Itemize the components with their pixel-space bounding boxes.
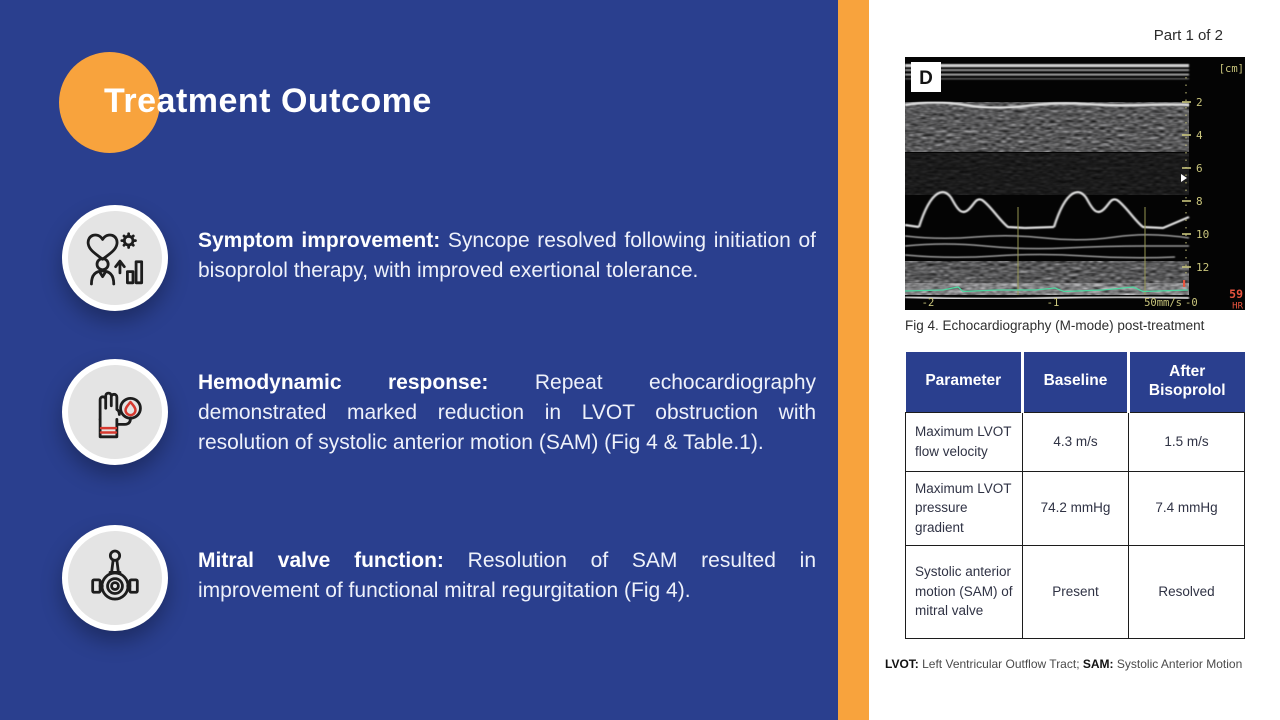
bullet-mitral-valve-function	[198, 546, 816, 606]
time-tick: -2	[921, 297, 935, 309]
heart-rate-value: 59	[1229, 287, 1243, 301]
bullet-symptom-improvement	[198, 226, 816, 286]
cell-after: Resolved	[1129, 545, 1245, 638]
blood-pressure-glyph	[84, 381, 146, 443]
cell-parameter: Maximum LVOT flow velocity	[906, 412, 1023, 471]
bullet-body: Resolution of SAM resulted in improvement of functional mitral regurgitation (Fig 4).	[198, 549, 817, 603]
bullet-lead: Hemodynamic response:	[198, 371, 489, 394]
table-row	[906, 545, 1245, 638]
cell-parameter: Maximum LVOT pressure gradient	[906, 471, 1023, 545]
bullet-lead: Mitral valve function:	[198, 549, 444, 572]
results-table	[905, 352, 1245, 639]
heart-rate-unit: HR	[1232, 301, 1243, 310]
depth-tick: 12	[1196, 261, 1210, 274]
zero-label: -0	[1185, 297, 1198, 309]
depth-tick: 2	[1196, 96, 1203, 109]
patient-improvement-icon	[62, 205, 168, 311]
table-row	[906, 412, 1245, 471]
figure-caption: Fig 4. Echocardiography (M-mode) post-treatment	[905, 318, 1205, 333]
cell-baseline: 74.2 mmHg	[1023, 471, 1129, 545]
valve-glyph	[84, 547, 146, 609]
bullet-hemodynamic-response	[198, 368, 816, 459]
part-indicator: Part 1 of 2	[1153, 27, 1223, 44]
depth-tick: 10	[1196, 228, 1210, 241]
time-tick: -1	[1046, 297, 1060, 309]
bullet-body: Repeat echocardiography demonstrated marked reduction in LVOT obstruction with resolution of systolic anterior motion (SAM) (Fig 4 & Table.1).	[198, 371, 817, 455]
bullet-body: Syncope resolved following initiation of bisoprolol therapy, with improved exertional tolerance.	[198, 229, 816, 283]
abbr-definition: Left Ventricular Outflow Tract;	[922, 657, 1080, 671]
unit-label: [cm]	[1218, 63, 1244, 75]
abbreviation-footnote	[885, 657, 1277, 671]
table-row	[906, 471, 1245, 545]
blood-pressure-icon	[62, 359, 168, 465]
echocardiogram-image	[905, 57, 1245, 310]
depth-tick: 8	[1196, 195, 1203, 208]
m-mode-echo-svg	[905, 57, 1245, 310]
header-after-bisoprolol: After Bisoprolol	[1129, 352, 1245, 412]
orange-divider	[838, 0, 869, 720]
depth-tick: 4	[1196, 129, 1203, 142]
header-baseline: Baseline	[1023, 352, 1129, 412]
abbr-term: SAM:	[1082, 657, 1114, 671]
valve-icon	[62, 525, 168, 631]
header-parameter: Parameter	[906, 352, 1023, 412]
patient-improvement-glyph	[84, 227, 146, 289]
right-panel	[869, 0, 1280, 720]
abbr-definition: Systolic Anterior Motion	[1116, 657, 1243, 671]
table-header-row	[906, 352, 1245, 412]
cell-baseline: Present	[1023, 545, 1129, 638]
cell-after: 1.5 m/s	[1129, 412, 1245, 471]
abbr-term: LVOT:	[885, 657, 919, 671]
cell-parameter: Systolic anterior motion (SAM) of mitral valve	[906, 545, 1023, 638]
page-title: Treatment Outcome	[104, 82, 432, 120]
corner-label: D	[919, 68, 933, 89]
depth-tick: 6	[1196, 162, 1203, 175]
bullet-lead: Symptom improvement:	[198, 229, 441, 252]
cell-baseline: 4.3 m/s	[1023, 412, 1129, 471]
sweep-speed-label: 50mm/s	[1144, 297, 1182, 309]
cell-after: 7.4 mmHg	[1129, 471, 1245, 545]
